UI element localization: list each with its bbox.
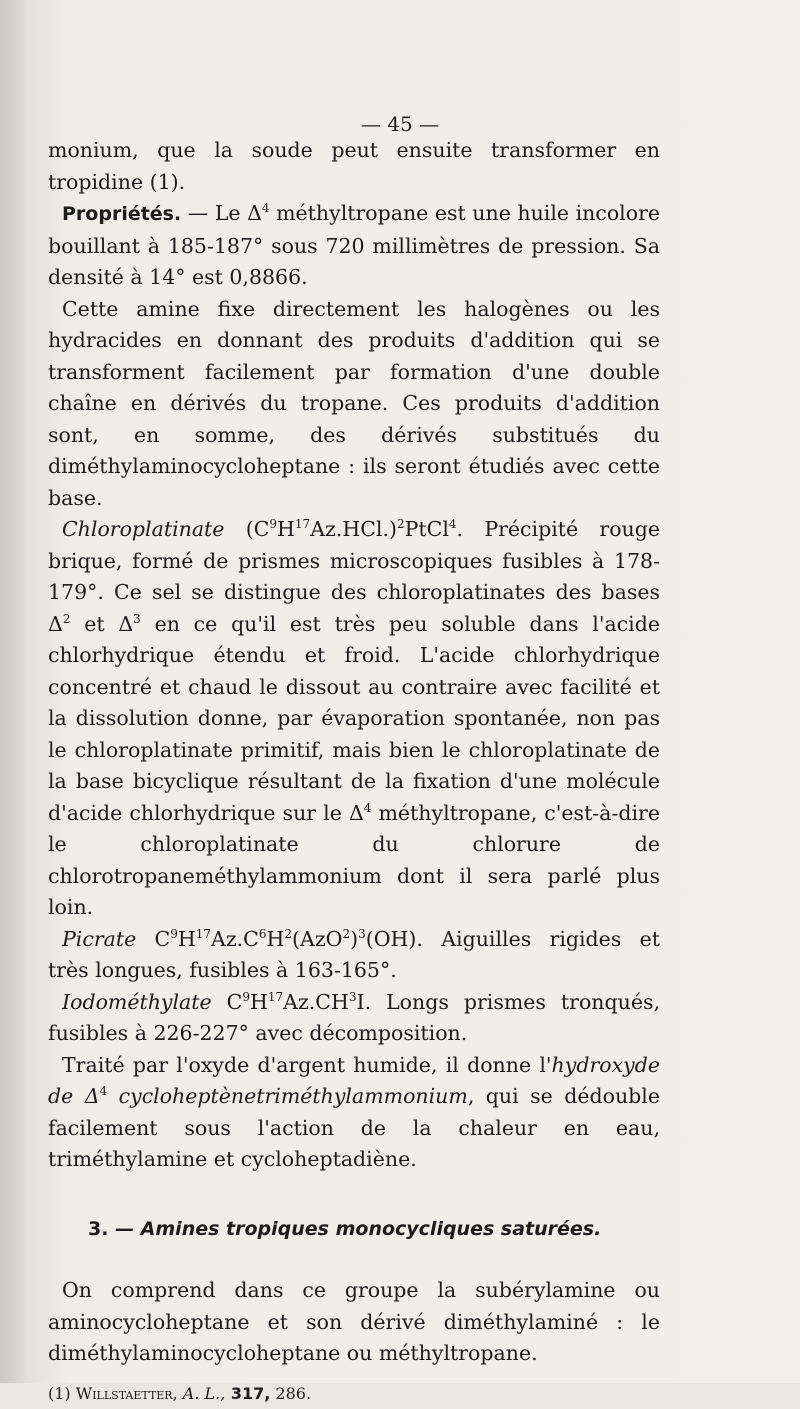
- paragraph-iodomethylate: Iodométhylate $C^9H^{17}Az.CH^3I$. Longs prismes tronqués, fusibles à 226-227° avec décomposition.: [48, 987, 660, 1050]
- paragraph-chloroplatinate: Chloroplatinate $(C^9H^{17}Az.HCl.)^2PtCl^4$. Précipité rouge brique, formé de prismes microscopiques fusibles à 178-179°. Ce sel se distingue des chloroplatinates des bases $\Delta^2$ et $\Delta^3$ en ce qu'il est très peu soluble dans l'acide chlorhydrique étendu et froid. L'acide chlorhydrique concentré et chaud le dissout au contraire avec facilité et la dissolution donne, par évaporation spontanée, non pas le chloroplatinate primitif, mais bien le chloroplatinate de la base bicyclique résultant de la fixation d'une molécule d'acide chlorhydrique sur le $\Delta^4$ méthyltropane, c'est-à-dire le chloroplatinate du chlorure de chlorotropaneméthylammonium dont il sera parlé plus loin.: [48, 514, 660, 924]
- paragraph-properties: Propriétés. — Le $\Delta^4$ méthyltropane est une huile incolore bouillant à 185-187° sous 720 millimètres de pression. Sa densité à 14° est 0,8866.: [48, 198, 660, 294]
- iodomethylate-label: Iodométhylate: [62, 990, 212, 1014]
- picrate-label: Picrate: [62, 927, 136, 951]
- paragraph-1: monium, que la soude peut ensuite transformer en tropidine (1).: [48, 135, 660, 198]
- paragraph-picrate: Picrate $C^9H^{17}Az.C^6H^2(AzO^2)^3(OH)$. Aiguilles rigides et très longues, fusibles à 163-165°.: [48, 924, 660, 987]
- paragraph-group: On comprend dans ce groupe la subérylamine ou aminocycloheptane et son dérivé diméthylaminé : le diméthylaminocycloheptane ou méthyltropane.: [48, 1275, 660, 1370]
- page-body: [48, 135, 660, 1409]
- paragraph-halogens: Cette amine fixe directement les halogènes ou les hydracides en donnant des produits d'addition qui se transforment facilement par formation d'une double chaîne en dérivés du tropane. Ces produits d'addition sont, en somme, des dérivés substitués du diméthylaminocycloheptane : ils seront étudiés avec cette base.: [48, 294, 660, 515]
- footnote-author: Willstaetter,: [71, 1384, 178, 1403]
- section-number: 3.: [88, 1218, 108, 1240]
- paragraph-hydroxide: Traité par l'oxyde d'argent humide, il donne l'hydroxyde de $\Delta^4$ cycloheptènetriméthylammonium, qui se dédouble facilement sous l'action de la chaleur en eau, triméthylamine et cycloheptadiène.: [48, 1050, 660, 1176]
- page-number: — 45 —: [0, 112, 800, 136]
- section-title: — Amines tropiques monocycliques saturées.: [108, 1218, 601, 1240]
- section-heading: [48, 1214, 660, 1246]
- chloroplatinate-label: Chloroplatinate: [62, 517, 224, 541]
- properties-label: Propriétés.: [62, 203, 181, 225]
- footnote: (1) Willstaetter, A. L., 317, 286.: [48, 1378, 660, 1409]
